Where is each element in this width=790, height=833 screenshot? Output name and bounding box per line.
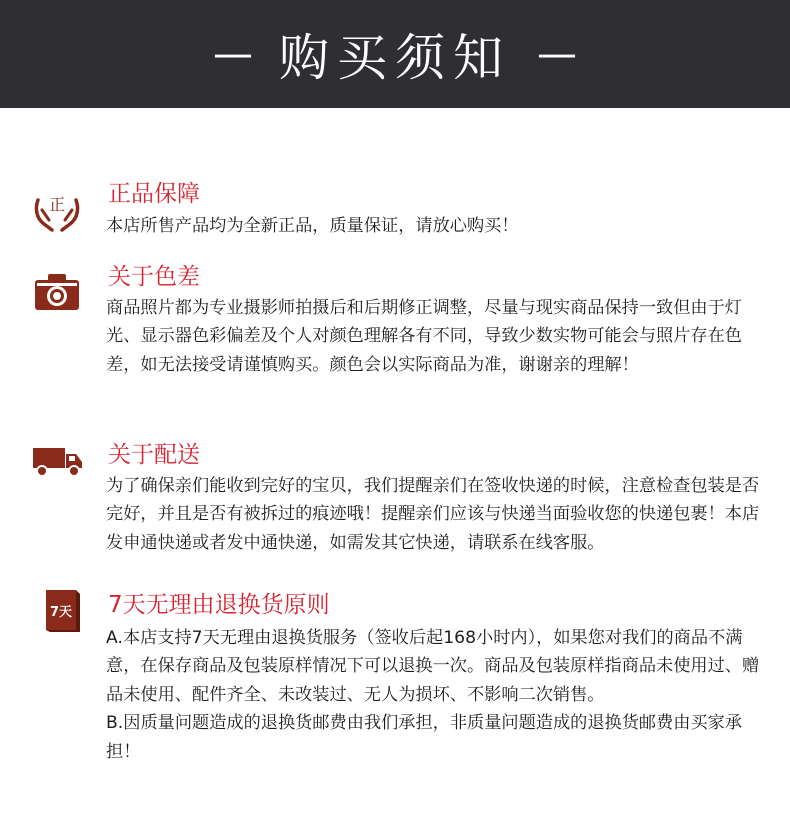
title-dash-left: —	[213, 31, 253, 77]
section-paragraph: A.本店支持7天无理由退换货服务（签收后起168小时内），如果您对我们的商品不满意，在保存商品及包装原样情况下可以退换一次。商品及包装原样指商品未使用过、赠品未使用、配件齐全、未改装过、无人为损坏、不影响二次销售。	[106, 628, 760, 705]
section-body	[106, 294, 766, 379]
section-paragraph: B.因质量问题造成的退换货邮费由我们承担，非质量问题造成的退换货邮费由买家承担！	[106, 713, 743, 762]
section-title: 正品保障	[108, 181, 200, 207]
genuine-icon-text: 正	[48, 195, 66, 214]
section-title: 关于色差	[108, 264, 200, 290]
page-title: 购买须知	[279, 29, 511, 87]
section-paragraph: 本店所售产品均为全新正品，质量保证，请放心购买！	[106, 216, 519, 236]
genuine-hands-icon	[32, 190, 82, 234]
header-banner	[0, 0, 790, 108]
seven-day-return-icon	[44, 588, 80, 634]
camera-icon	[32, 270, 82, 314]
section-title: 7天无理由退换货原则	[108, 592, 330, 618]
section-body	[106, 472, 766, 557]
section-paragraph: 商品照片都为专业摄影师拍摄后和后期修正调整，尽量与现实商品保持一致但由于灯光、显示器色彩偏差及个人对颜色理解各有不同，导致少数实物可能会与照片存在色差，如无法接受请谨慎购买。颜色会以实际商品为准，谢谢亲的理解！	[106, 298, 742, 375]
section-body	[106, 212, 766, 240]
section-body	[106, 624, 766, 766]
return-icon-text: 7天	[49, 605, 73, 620]
section-title: 关于配送	[108, 442, 200, 468]
section-paragraph: 为了确保亲们能收到完好的宝贝，我们提醒亲们在签收快递的时候，注意检查包装是否完好，并且是否有被拆过的痕迹哦！提醒亲们应该与快递当面验收您的快递包裹！本店发申通快递或者发中通快递，如需发其它快递，请联系在线客服。	[106, 476, 760, 553]
delivery-truck-icon	[32, 444, 84, 478]
title-dash-right: —	[537, 31, 577, 77]
